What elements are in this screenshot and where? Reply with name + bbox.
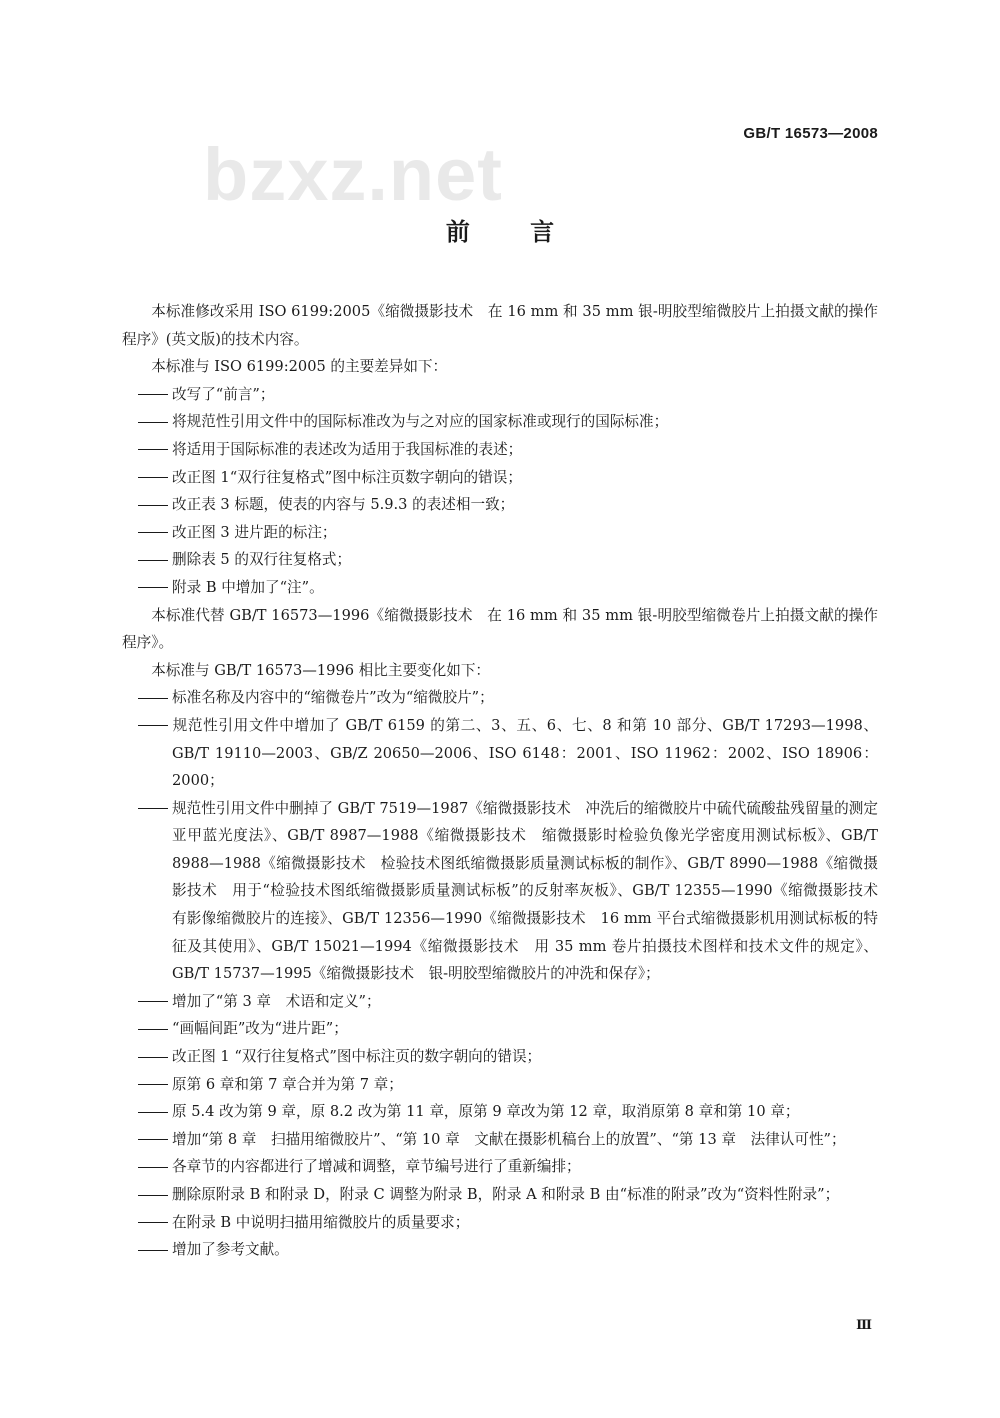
list-item <box>122 381 878 409</box>
em-dash-marker <box>138 1043 172 1071</box>
em-dash-marker <box>138 988 172 1016</box>
list-item <box>122 546 878 574</box>
list-item <box>122 491 878 519</box>
list-item <box>122 436 878 464</box>
em-dash-marker <box>138 408 172 436</box>
block-text: 改正表 3 标题，使表的内容与 5.9.3 的表述相一致； <box>172 496 515 514</box>
em-dash-marker <box>138 712 172 740</box>
list-item <box>122 1153 878 1181</box>
block-text: 附录 B 中增加了“注”。 <box>172 578 324 596</box>
list-item <box>122 1181 878 1209</box>
block-text: 删除表 5 的双行往复格式； <box>172 551 352 569</box>
list-item <box>122 574 878 602</box>
block-text: 规范性引用文件中增加了 GB/T 6159 的第二、3、五、6、七、8 和第 10 部分、GB/T 17293—1998、GB/T 19110—2003、GB/Z 20650—2006、ISO 6148：2001、ISO 11962：2002、ISO 18906：2000； <box>172 716 878 790</box>
list-item <box>122 684 878 712</box>
block-text: 规范性引用文件中删掉了 GB/T 7519—1987《缩微摄影技术 冲洗后的缩微胶片中硫代硫酸盐残留量的测定 亚甲蓝光度法》、GB/T 8987—1988《缩微摄影技术 缩微摄影时检验负像光学密度用测试标板》、GB/T 8988—1988《缩微摄影技术 检验技术图纸缩微摄影质量测试标板的制作》、GB/T 8990—1988《缩微摄影技术 用于“检验技术图纸缩微摄影质量测试标板”的反射率灰板》、GB/T 12355—1990《缩微摄影技术 有影像缩微胶片的连接》、GB/T 12356—1990《缩微摄影技术 16 mm 平台式缩微摄影机用测试标板的特征及其使用》、GB/T 15021—1994《缩微摄影技术 用 35 mm 卷片拍摄技术图样和技术文件的规定》、GB/T 15737—1995《缩微摄影技术 银-明胶型缩微胶片的冲洗和保存》； <box>172 799 893 983</box>
em-dash-marker <box>138 1209 172 1237</box>
block-text: 本标准修改采用 ISO 6199:2005《缩微摄影技术 在 16 mm 和 35 mm 银-明胶型缩微胶片上拍摄文献的操作程序》(英文版)的技术内容。 <box>122 303 878 348</box>
block-text: 将适用于国际标准的表述改为适用于我国标准的表述； <box>172 440 523 458</box>
list-item <box>122 519 878 547</box>
em-dash-marker <box>138 1126 172 1154</box>
list-item <box>122 1236 878 1264</box>
list-item <box>122 1043 878 1071</box>
list-item <box>122 1126 878 1154</box>
block-text: 改写了“前言”； <box>172 385 275 403</box>
em-dash-marker <box>138 684 172 712</box>
block-text: 本标准代替 GB/T 16573—1996《缩微摄影技术 在 16 mm 和 35 mm 银-明胶型缩微卷片上拍摄文献的操作程序》。 <box>122 606 878 652</box>
block-text: 增加了“第 3 章 术语和定义”； <box>172 992 381 1010</box>
block-text: 改正图 1 “双行往复格式”图中标注页的数字朝向的错误； <box>172 1048 542 1066</box>
block-text: 改正图 1“双行往复格式”图中标注页数字朝向的错误； <box>172 468 522 486</box>
em-dash-marker <box>138 491 172 519</box>
em-dash-marker <box>138 795 172 823</box>
list-item <box>122 988 878 1016</box>
list-item <box>122 712 878 795</box>
block-text: 原 5.4 改为第 9 章，原 8.2 改为第 11 章，原第 9 章改为第 12 章，取消原第 8 章和第 10 章； <box>172 1103 800 1121</box>
block-text: 标准名称及内容中的“缩微卷片”改为“缩微胶片”； <box>172 689 494 707</box>
list-item <box>122 1098 878 1126</box>
list-item <box>122 1071 878 1099</box>
page-title: 前 言 <box>445 218 581 246</box>
watermark: bzxz.net <box>203 133 503 216</box>
paragraph <box>122 298 878 353</box>
list-item <box>122 1015 878 1043</box>
em-dash-marker <box>138 519 172 547</box>
document-body <box>122 298 893 1264</box>
em-dash-marker <box>138 464 172 492</box>
em-dash-marker <box>138 1015 172 1043</box>
block-text: 改正图 3 进片距的标注； <box>172 523 337 541</box>
block-text: 本标准与 ISO 6199:2005 的主要差异如下： <box>151 358 448 376</box>
block-text: 删除原附录 B 和附录 D，附录 C 调整为附录 B，附录 A 和附录 B 由“标准的附录”改为“资料性附录”； <box>172 1186 840 1203</box>
em-dash-marker <box>138 574 172 602</box>
list-item <box>122 795 893 988</box>
em-dash-marker <box>138 381 172 409</box>
em-dash-marker <box>138 436 172 464</box>
standard-code: GB/T 16573—2008 <box>743 125 878 142</box>
em-dash-marker <box>138 546 172 574</box>
block-text: 原第 6 章和第 7 章合并为第 7 章； <box>172 1075 403 1093</box>
paragraph <box>122 657 878 685</box>
paragraph <box>122 602 878 657</box>
em-dash-marker <box>138 1236 172 1264</box>
em-dash-marker <box>138 1181 172 1209</box>
block-text: 增加了参考文献。 <box>172 1241 289 1259</box>
block-text: 将规范性引用文件中的国际标准改为与之对应的国家标准或现行的国际标准； <box>172 413 669 431</box>
block-text: 各章节的内容都进行了增减和调整，章节编号进行了重新编排； <box>172 1158 581 1176</box>
block-text: 本标准与 GB/T 16573—1996 相比主要变化如下： <box>151 661 491 679</box>
list-item <box>122 408 878 436</box>
list-item <box>122 1209 878 1237</box>
list-item <box>122 464 878 492</box>
page-number: Ⅲ <box>856 1318 872 1333</box>
block-text: 增加“第 8 章 扫描用缩微胶片”、“第 10 章 文献在摄影机稿台上的放置”、“第 13 章 法律认可性”； <box>172 1130 846 1148</box>
paragraph <box>122 353 878 381</box>
block-text: “画幅间距”改为“进片距”； <box>172 1020 348 1038</box>
em-dash-marker <box>138 1071 172 1099</box>
em-dash-marker <box>138 1098 172 1126</box>
block-text: 在附录 B 中说明扫描用缩微胶片的质量要求； <box>172 1213 470 1231</box>
em-dash-marker <box>138 1153 172 1181</box>
